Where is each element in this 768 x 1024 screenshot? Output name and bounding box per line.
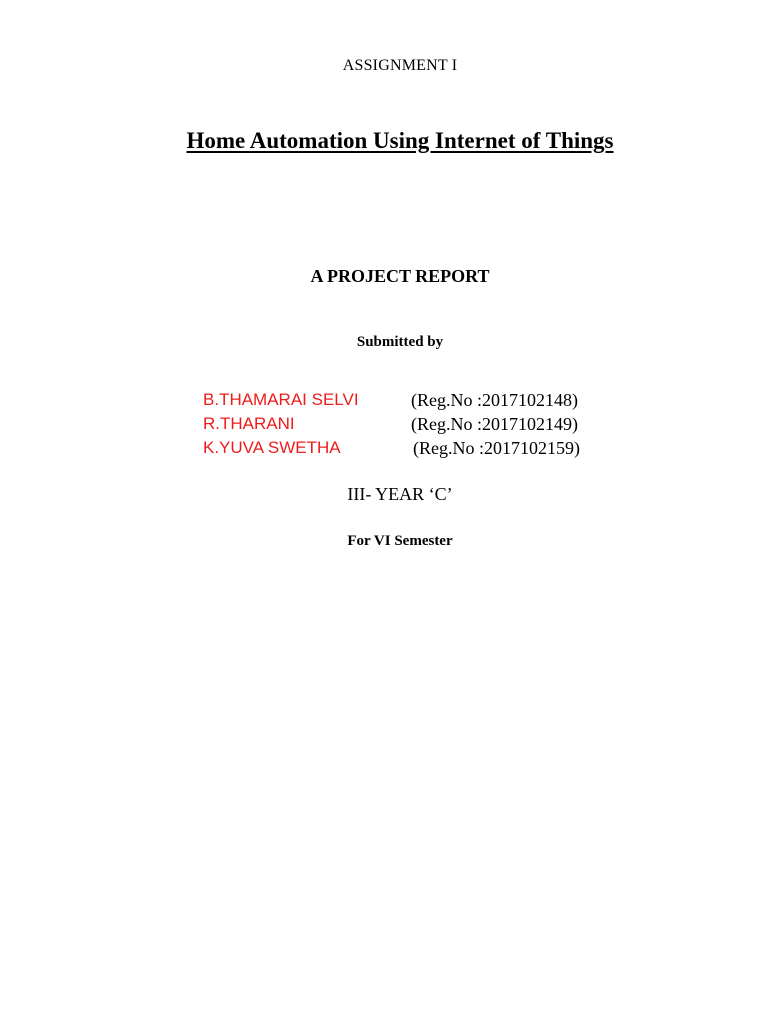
- document-title: Home Automation Using Internet of Things: [186, 128, 614, 153]
- semester-label: For VI Semester: [347, 533, 453, 549]
- student-reg-2: (Reg.No :2017102149): [411, 414, 578, 434]
- student-name-2: R.THARANI: [203, 414, 295, 433]
- student-name-1: B.THAMARAI SELVI: [203, 390, 359, 409]
- submitted-by-label: Submitted by: [356, 334, 444, 350]
- student-name-3: K.YUVA SWETHA: [203, 438, 341, 457]
- year-label: III- YEAR ‘C’: [347, 484, 453, 504]
- assignment-label: ASSIGNMENT I: [342, 57, 458, 74]
- student-reg-1: (Reg.No :2017102148): [411, 390, 578, 410]
- report-label: A PROJECT REPORT: [310, 266, 490, 286]
- student-reg-3: (Reg.No :2017102159): [413, 438, 580, 458]
